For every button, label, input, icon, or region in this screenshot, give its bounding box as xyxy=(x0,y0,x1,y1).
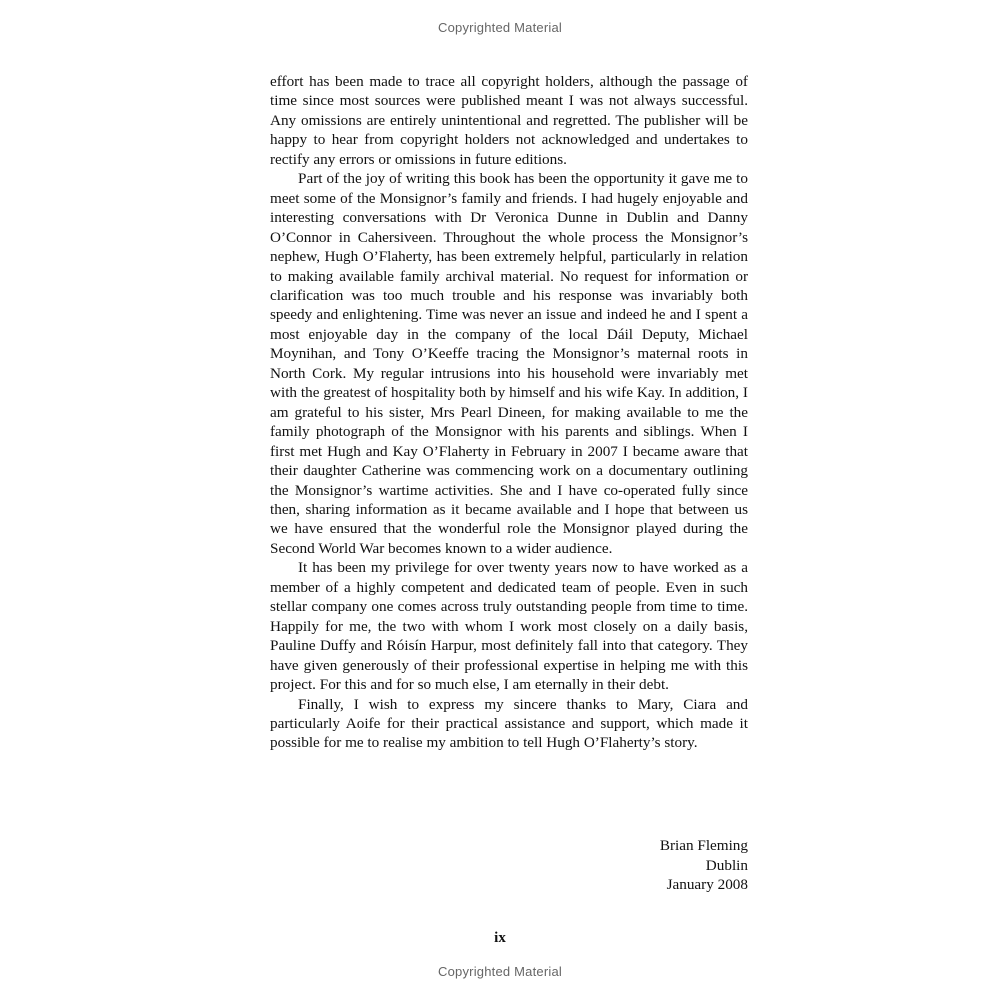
author-name: Brian Fleming xyxy=(659,837,748,854)
author-place: Dublin xyxy=(705,856,748,874)
paragraph: Finally, I wish to express my sincere thanks to Mary, Ciara and particularly Aoife for their practical assistance and support, which made it possible for me to realise my ambition to tell Hugh O’Flaherty’s story. xyxy=(270,695,748,752)
body-text xyxy=(270,72,748,753)
paragraph: effort has been made to trace all copyright holders, although the passage of time since most sources were published meant I was not always successful. Any omissions are entirely unintentional and regretted. The publisher will be happy to hear from copyright holders not acknowledged and undertakes to rectify any errors or omissions in future editions. xyxy=(270,73,748,168)
copyright-footer: Copyrighted Material xyxy=(438,964,562,979)
signature-date: January 2008 xyxy=(666,876,748,894)
signature-block xyxy=(560,836,748,895)
paragraph: It has been my privilege for over twenty years now to have worked as a member of a highly competent and dedicated team of people. Even in such stellar company one comes across truly outstanding people from time to time. Happily for me, the two with whom I work most closely on a daily basis, Pauline Duffy and Róisín Harpur, most definitely fall into that category. They have given generously of their professional expertise in helping me with this project. For this and for so much else, I am eternally in their debt. xyxy=(270,559,748,694)
paragraph: Part of the joy of writing this book has been the opportunity it gave me to meet some of the Monsignor’s family and friends. I had hugely enjoyable and interesting conversations with Dr Veronica Dunne in Dublin and Danny O’Connor in Cahersiveen. Throughout the whole process the Monsignor’s nephew, Hugh O’Flaherty, has been extremely helpful, particularly in relation to making available family archival material. No request for information or clarification was too much trouble and his response was invariably both speedy and enlightening. Time was never an issue and indeed he and I spent a most enjoyable day in the company of the local Dáil Deputy, Michael Moynihan, and Tony O’Keeffe tracing the Monsignor’s maternal roots in North Cork. My regular intrusions into his household were invariably met with the greatest of hospitality both by himself and his wife Kay. In addition, I am grateful to his sister, Mrs Pearl Dineen, for making available to me the family photograph of the Monsignor with his parents and siblings. When I first met Hugh and Kay O’Flaherty in February in 2007 I became aware that their daughter Catherine was commencing work on a documentary outlining the Monsignor’s wartime activities. She and I have co-operated fully since then, sharing information as it became available and I hope that between us we have ensured that the wonderful role the Monsignor played during the Second World War becomes known to a wider audience. xyxy=(270,170,748,557)
page-number: ix xyxy=(494,930,506,946)
copyright-header: Copyrighted Material xyxy=(438,20,562,35)
